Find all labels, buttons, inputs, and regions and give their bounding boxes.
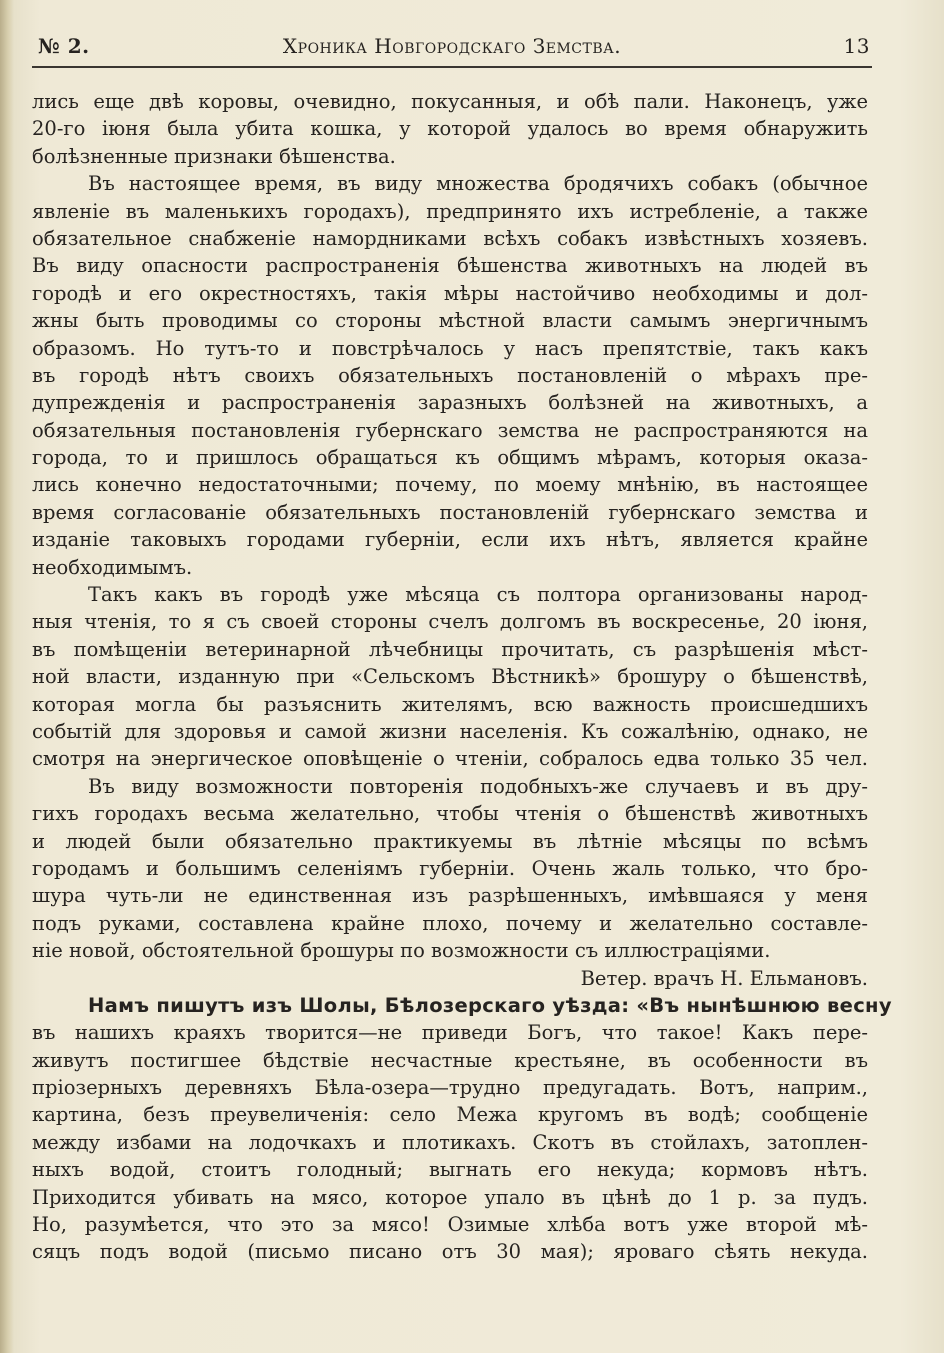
text-line: Въ виду возможности повторенія подобныхъ-же случаевъ и въ дру- [88, 774, 868, 798]
text-line: ной власти, изданную при «Сельскомъ Вѣстникѣ» брошуру о бѣшенствѣ, [32, 665, 868, 689]
page-number: 13 [843, 34, 870, 58]
text-line: обязательныя постановленія губернскаго земства не распространяются на [32, 418, 868, 442]
text-line: шура чуть-ли не единственная изъ разрѣшенныхъ, имѣвшаяся у меня [32, 884, 868, 908]
text-line: событій для здоровья и самой жизни населенія. Къ сожалѣнію, однако, не [32, 719, 868, 743]
text-line: смотря на энергическое оповѣщеніе о чтеніи, собралось едва только 35 чел. [32, 747, 868, 771]
text-line: въ помѣщеніи ветеринарной лѣчебницы прочитать, съ разрѣшенія мѣст- [32, 637, 868, 661]
text-line: Но, разумѣется, что это за мясо! Озимые хлѣба вотъ уже второй мѣ- [32, 1213, 868, 1237]
text-line: которая могла бы разъяснить жителямъ, всю важность происшедшихъ [32, 692, 868, 716]
text-line: города, то и пришлось обращаться къ общимъ мѣрамъ, которыя оказа- [32, 446, 868, 470]
text-line: изданіе таковыхъ городами губерніи, если ихъ нѣтъ, является крайне [32, 528, 868, 552]
text-line: пріозерныхъ деревняхъ Бѣла-озера—трудно предугадать. Вотъ, наприм., [32, 1076, 868, 1100]
text-line: гихъ городахъ весьма желательно, чтобы чтенія о бѣшенствѣ животныхъ [32, 802, 868, 826]
article-body [32, 88, 892, 1266]
text-line: ныхъ водой, стоитъ голодный; выгнать его некуда; кормовъ нѣтъ. [32, 1158, 868, 1182]
text-line: городамъ и большимъ селеніямъ губерніи. Очень жаль только, что бро- [32, 856, 868, 880]
issue-number: № 2. [38, 34, 90, 58]
text-line: обязательное снабженіе намордниками всѣхъ собакъ извѣстныхъ хозяевъ. [32, 226, 868, 250]
running-header [32, 28, 872, 68]
text-line: 20-го іюня была убита кошка, у которой удалось во время обнаружить [32, 117, 868, 141]
text-line: время согласованіе обязательныхъ постановленій губернскаго земства и [32, 500, 868, 524]
text-line: и людей были обязательно практикуемы въ лѣтніе мѣсяцы по всѣмъ [32, 829, 868, 853]
text-line: Ветер. врачъ Н. Ельмановъ. [580, 966, 868, 990]
text-line: явленіе въ маленькихъ городахъ), предпринято ихъ истребленіе, а также [32, 199, 868, 223]
text-line: подъ руками, составлена крайне плохо, почему и желательно составле- [32, 911, 868, 935]
text-line: живутъ постигшее бѣдствіе несчастные крестьяне, въ особенности въ [32, 1048, 868, 1072]
text-line: жны быть проводимы со стороны мѣстной власти самымъ энергичнымъ [32, 309, 868, 333]
text-line: болѣзненные признаки бѣшенства. [32, 144, 396, 168]
text-line: въ городѣ нѣтъ своихъ обязательныхъ постановленій о мѣрахъ пре- [32, 363, 868, 387]
page-edge [0, 0, 14, 1353]
text-line: Такъ какъ въ городѣ уже мѣсяца съ полтора организованы народ- [88, 583, 868, 607]
text-line: лись еще двѣ коровы, очевидно, покусанныя, и обѣ пали. Наконецъ, уже [32, 90, 868, 113]
text-line: лись конечно недостаточными; почему, по моему мнѣнію, въ настоящее [32, 473, 868, 497]
text-line: ніе новой, обстоятельной брошуры по возможности съ иллюстраціями. [32, 939, 771, 963]
text-line: картина, безъ преувеличенія: село Межа кругомъ въ водѣ; сообщеніе [32, 1103, 868, 1127]
text-line: Въ виду опасности распространенія бѣшенства животныхъ на людей въ [32, 254, 868, 278]
text-line: образомъ. Но тутъ-то и повстрѣчалось у насъ препятствіе, такъ какъ [32, 336, 868, 360]
text-line: между избами на лодочкахъ и плотикахъ. Скотъ въ стойлахъ, затоплен- [32, 1130, 868, 1154]
text-line: необходимымъ. [32, 555, 193, 579]
journal-title: Хроника Новгородскаго Земства. [282, 34, 622, 58]
text-line: Намъ пишутъ изъ Шолы, Бѣлозерскаго уѣзда: «Въ нынѣшнюю весну [88, 993, 892, 1017]
text-line: городѣ и его окрестностяхъ, такія мѣры настойчиво необходимы и дол- [32, 281, 868, 305]
text-line: Приходится убивать на мясо, которое упало въ цѣнѣ до 1 р. за пудъ. [32, 1185, 868, 1209]
text-line: въ нашихъ краяхъ творится—не приведи Богъ, что такое! Какъ пере- [32, 1021, 868, 1045]
text-line: Въ настоящее время, въ виду множества бродячихъ собакъ (обычное [88, 172, 868, 196]
text-line: сяцъ подъ водой (письмо писано отъ 30 мая); яроваго сѣять некуда. [32, 1240, 868, 1264]
text-line: ныя чтенія, то я съ своей стороны счелъ долгомъ въ воскресенье, 20 іюня, [32, 610, 868, 634]
text-line: дупрежденія и распространенія заразныхъ болѣзней на животныхъ, а [32, 391, 868, 415]
header-rule [32, 66, 872, 68]
